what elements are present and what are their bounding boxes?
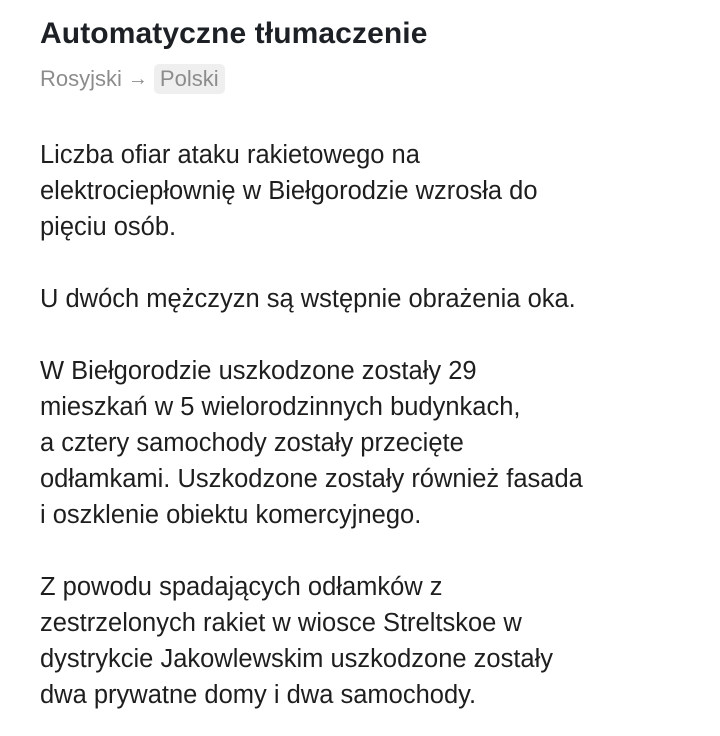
text-line: mieszkań w 5 wielorodzinnych budynkach, bbox=[40, 393, 521, 421]
paragraph bbox=[40, 137, 680, 245]
text-line: Z powodu spadających odłamków z bbox=[40, 573, 443, 601]
page-title: Automatyczne tłumaczenie bbox=[40, 17, 428, 50]
source-language: Rosyjski bbox=[40, 66, 122, 91]
paragraph bbox=[40, 353, 680, 533]
text-line: odłamkami. Uszkodzone zostały również fasada bbox=[40, 465, 583, 493]
target-language-button[interactable]: Polski bbox=[154, 64, 225, 94]
text-line: elektrociepłownię w Biełgorodzie wzrosła do bbox=[40, 177, 538, 205]
arrow-right-icon: → bbox=[127, 68, 148, 90]
text-line: a cztery samochody zostały przecięte bbox=[40, 429, 464, 457]
text-line: dystrykcie Jakowlewskim uszkodzone zostały bbox=[40, 645, 554, 673]
text-line: i oszklenie obiektu komercyjnego. bbox=[40, 501, 422, 529]
text-line: W Biełgorodzie uszkodzone zostały 29 bbox=[40, 357, 477, 385]
text-line: dwa prywatne domy i dwa samochody. bbox=[40, 681, 477, 709]
text-line: Liczba ofiar ataku rakietowego na bbox=[40, 141, 420, 169]
language-pair bbox=[40, 64, 680, 94]
text-line: zestrzelonych rakiet w wiosce Streltskoe w bbox=[40, 609, 522, 637]
paragraph bbox=[40, 281, 680, 317]
text-line: U dwóch mężczyzn są wstępnie obrażenia oka. bbox=[40, 285, 576, 313]
paragraph bbox=[40, 569, 680, 713]
text-line: pięciu osób. bbox=[40, 213, 177, 241]
translated-text bbox=[40, 137, 680, 713]
